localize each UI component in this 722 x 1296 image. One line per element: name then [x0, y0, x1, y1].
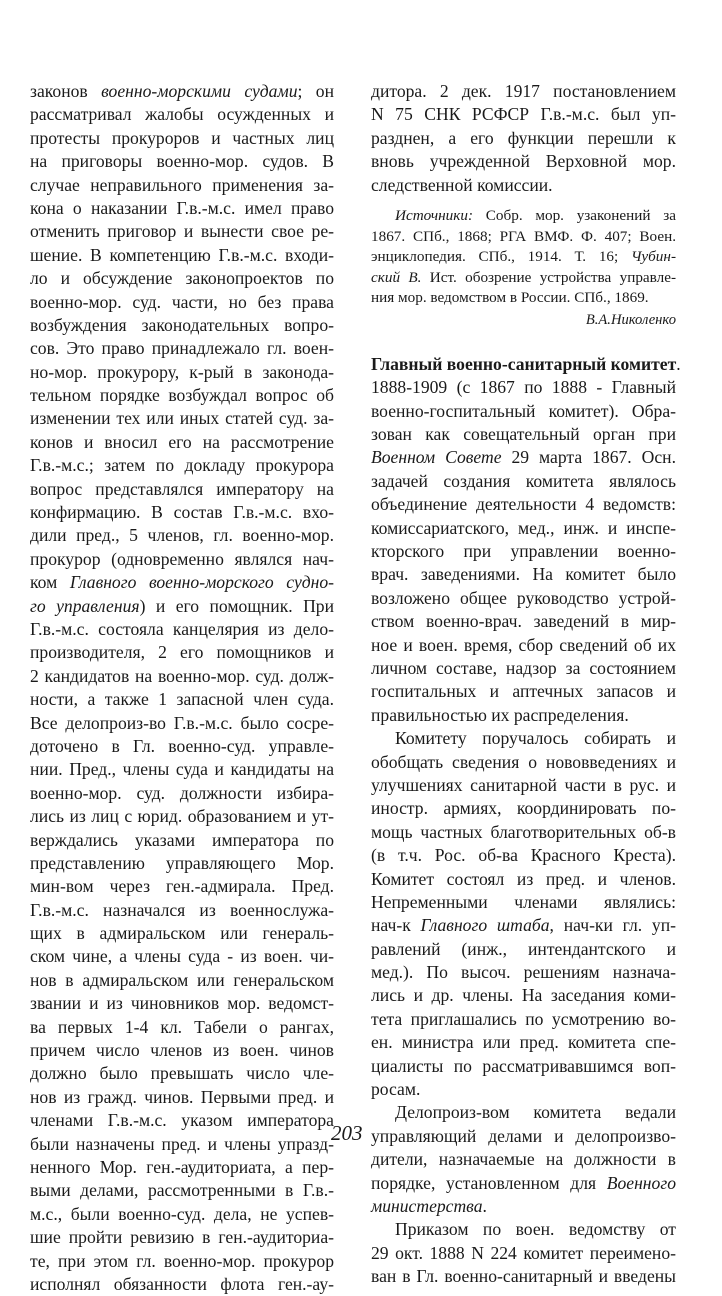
text-run: росам. [371, 1079, 421, 1100]
text-line [30, 969, 334, 992]
text-line [30, 805, 334, 828]
text-line [371, 563, 676, 586]
text-line [30, 337, 334, 360]
text-run: мощь частных благотворительных об-в [371, 821, 676, 842]
text-run: порядке, установленном для [371, 1172, 607, 1193]
text-line [30, 80, 334, 103]
text-run: ) и его помощник. При [139, 595, 334, 616]
text-line [371, 376, 676, 399]
text-line [371, 1101, 676, 1124]
italic-reference: ский В. [371, 268, 422, 286]
italic-reference: Источники: [395, 206, 474, 224]
text-run: тета приглашались по усмотрению во- [371, 1008, 676, 1029]
text-run: м.с., были военно-суд. дела, не успев- [30, 1203, 334, 1224]
text-line [30, 220, 334, 243]
text-line [371, 610, 676, 633]
text-line [371, 206, 676, 227]
text-run: военно-госпитальный комитет). Обра- [371, 400, 676, 421]
text-line [371, 1265, 676, 1288]
text-run: разднен, а его функции перешли к [371, 127, 676, 148]
text-line [30, 361, 334, 384]
left-column [30, 80, 334, 1296]
text-line [371, 821, 676, 844]
text-run: причем число членов из воен. чинов [30, 1040, 334, 1061]
text-run: щих в адмиральском или генераль- [30, 923, 334, 944]
text-run: ва первых 1-4 кл. Табели о рангах, [30, 1016, 334, 1037]
text-run: вопрос представлялся императору на [30, 478, 334, 499]
text-run: тельном порядке возбуждал вопрос об [30, 385, 334, 406]
text-run: ван в Гл. военно-санитарный и введены [371, 1266, 676, 1287]
text-run: должно было превышать число чле- [30, 1063, 334, 1084]
text-line [371, 400, 676, 423]
text-run: , нач-ки гл. уп- [549, 915, 676, 936]
text-run: мин-вом через ген.-адмирала. Пред. [30, 876, 334, 897]
text-run: отменить приговор и вынести свое ре- [30, 221, 334, 242]
text-run: ное и воен. время, сбор сведений об их [371, 634, 676, 655]
text-run: но-мор. прокурору, к-рый в законода- [30, 361, 334, 382]
text-line [30, 945, 334, 968]
spacer [371, 197, 676, 206]
italic-reference: Главного военно-морского судно- [69, 572, 334, 593]
text-run: ; он [297, 81, 334, 101]
text-run: 1888-1909 (с 1867 по 1888 - Главный [371, 377, 676, 398]
text-line [371, 446, 676, 469]
text-run: на приговоры военно-мор. судов. В [30, 151, 334, 172]
text-line [371, 1148, 676, 1171]
italic-reference: Военном Совете [371, 447, 502, 468]
italic-reference: Главного штаба [420, 915, 550, 936]
text-run: лись и др. члены. На заседания коми- [371, 985, 676, 1006]
text-line [371, 1125, 676, 1148]
text-run: задачей создания комитета являлось [371, 470, 676, 491]
text-line [30, 244, 334, 267]
text-line [30, 314, 334, 337]
text-line [30, 1086, 334, 1109]
author-signature: В.А.Николенко [585, 311, 676, 328]
text-line [30, 829, 334, 852]
text-run: следственной комиссии. [371, 174, 553, 195]
text-run: рассматривал жалобы осужденных и [30, 104, 334, 125]
text-run: врач. заведениями. На комитет было [371, 564, 676, 585]
text-line [30, 1226, 334, 1249]
text-line [371, 150, 676, 173]
text-line [371, 288, 676, 309]
text-run: военно-мор. суд. части, но без права [30, 291, 334, 312]
text-line [371, 247, 676, 268]
text-run: ненного Мор. ген.-аудиториата, а пер- [30, 1156, 334, 1177]
text-run: дитора. 2 дек. 1917 постановлением [371, 81, 676, 101]
text-line [30, 407, 334, 430]
text-run: (в т.ч. Рос. об-ва Красного Креста). [371, 845, 676, 866]
text-line [371, 844, 676, 867]
text-run: представлению управляющего Мор. [30, 852, 334, 873]
text-line [371, 1195, 676, 1218]
text-line [30, 524, 334, 547]
text-run: ком [30, 572, 70, 593]
text-run: законов [30, 81, 102, 101]
text-line [30, 1250, 334, 1273]
text-line [30, 1156, 334, 1179]
text-line [30, 875, 334, 898]
text-line [30, 688, 334, 711]
page-number: 203 [331, 1121, 363, 1145]
text-run: госпитальных и аптечных запасов и [371, 681, 676, 702]
text-run: . [676, 353, 681, 374]
text-run: производителя, 2 его помощников и [30, 642, 334, 663]
text-line [30, 431, 334, 454]
text-run: возбуждения законодательных вопро- [30, 314, 334, 335]
text-run: равлений (инж., интендантского и [371, 938, 676, 959]
text-run: энциклопедия. СПб., 1914. Т. 16; [371, 248, 631, 266]
text-line [30, 454, 334, 477]
text-line [371, 517, 676, 540]
text-line [371, 938, 676, 961]
text-line [30, 150, 334, 173]
text-run: лись из лиц с юрид. образованием и ут- [30, 806, 334, 827]
text-run: прокурор (одновременно являлся нач- [30, 548, 334, 569]
text-line [371, 1172, 676, 1195]
text-run: были назначены пред. и члены упразд- [30, 1133, 334, 1154]
text-line [30, 548, 334, 571]
text-line [371, 540, 676, 563]
text-run: нов в адмиральском или генеральском [30, 969, 334, 990]
text-line [30, 1203, 334, 1226]
text-line [30, 1039, 334, 1062]
text-run: кторского при управлении военно- [371, 541, 676, 562]
text-run: Г.в.-м.с. назначался из военнослужа- [30, 899, 334, 920]
text-line [30, 922, 334, 945]
text-run: доточено в Гл. военно-суд. управле- [30, 735, 334, 756]
text-line [30, 197, 334, 220]
text-line [371, 797, 676, 820]
right-column [371, 80, 681, 1289]
text-run: управляющий делами и делопроизво- [371, 1125, 676, 1146]
text-run: правильностью их распределения. [371, 704, 629, 725]
text-line [371, 1078, 676, 1101]
text-line [30, 1179, 334, 1202]
text-line [30, 103, 334, 126]
text-line [371, 727, 676, 750]
text-line [30, 735, 334, 758]
text-line [371, 1242, 676, 1265]
text-run: ности, а также 1 запасной член суда. [30, 689, 334, 710]
text-run: объединение деятельности 4 ведомств: [371, 494, 676, 515]
text-line [30, 595, 334, 618]
text-run: личном составе, надзор за состоянием [371, 658, 676, 678]
text-run: протесты прокуроров и частных лиц [30, 127, 334, 148]
text-run: . [482, 1195, 487, 1216]
text-run: 29 окт. 1888 N 224 комитет переимено- [371, 1242, 676, 1263]
text-run: ло и обсуждение законопроектов по [30, 268, 334, 289]
text-line [371, 751, 676, 774]
text-run: 2 кандидатов на военно-мор. суд. долж- [30, 665, 334, 686]
text-line [371, 984, 676, 1007]
text-run: те, при этом гл. военно-мор. прокурор [30, 1250, 334, 1271]
article-continuation [371, 80, 676, 197]
text-run: комиссариатского, мед., инж. и инспе- [371, 517, 676, 538]
text-line [30, 1062, 334, 1085]
article-glavnyi-voenno-sanitarnyi-komitet [371, 353, 681, 1289]
text-run: сов. Это право принадлежало гл. воен- [30, 338, 334, 359]
text-run: ния мор. ведомством в России. СПб., 1869. [371, 289, 649, 307]
text-line [371, 80, 676, 103]
text-run: Делопроиз-вом комитета ведали [395, 1102, 676, 1123]
text-run: дили пред., 5 членов, гл. военно-мор. [30, 525, 334, 546]
text-run: военно-мор. суд. должности избира- [30, 782, 334, 803]
text-line [30, 127, 334, 150]
italic-reference: Чубин- [630, 248, 676, 266]
text-line [371, 423, 676, 446]
text-line [30, 758, 334, 781]
italic-reference: военно-морскими судами [101, 81, 298, 101]
text-line [371, 634, 676, 657]
text-line [30, 712, 334, 735]
text-line [371, 268, 676, 289]
text-run: Г.в.-м.с. состояла канцелярия из дело- [30, 618, 334, 639]
text-run: шие пройти ревизию в ген.-аудиториа- [30, 1227, 334, 1248]
text-run: 1867. СПб., 1868; РГА ВМФ. Ф. 407; Воен. [371, 227, 676, 245]
text-line [371, 1008, 676, 1031]
text-line [371, 493, 676, 516]
text-line [30, 665, 334, 688]
text-line [371, 227, 676, 248]
italic-reference: министерства [371, 1195, 483, 1216]
text-line [371, 704, 676, 727]
text-line [371, 1055, 676, 1078]
text-run: нач-к [371, 915, 421, 936]
text-line [30, 571, 334, 594]
text-line [371, 1218, 676, 1241]
text-line [371, 353, 681, 376]
text-line [30, 384, 334, 407]
sources-block [371, 206, 676, 309]
text-run: шение. В компетенцию Г.в.-м.с. входи- [30, 244, 334, 265]
text-line [30, 1109, 334, 1132]
text-line [30, 478, 334, 501]
text-run: улучшениях санитарной части в рус. и [371, 774, 676, 795]
text-run: звании и из чиновников мор. ведомст- [30, 993, 334, 1014]
text-run: кона о наказании Г.в.-м.с. имел право [30, 197, 334, 218]
text-run: циалисты по рассматривавшимся воп- [371, 1055, 676, 1076]
text-run: нов из гражд. чинов. Первыми пред. и [30, 1086, 334, 1107]
text-line [371, 587, 676, 610]
text-run: конфирмацию. В состав Г.в.-м.с. вхо- [30, 502, 334, 523]
text-run: нии. Пред., члены суда и кандидаты на [30, 759, 334, 780]
text-line [371, 774, 676, 797]
text-line [30, 1273, 334, 1296]
text-run: ен. министра или пред. комитета спе- [371, 1032, 676, 1053]
article-title: Главный военно-санитарный комитет [371, 353, 677, 374]
text-run: зован как совещательный орган при [371, 424, 676, 445]
text-run: Ист. обозрение устройства управле- [421, 268, 677, 286]
text-run: Г.в.-м.с.; затем по докладу прокурора [30, 455, 334, 476]
spacer [371, 331, 676, 353]
text-line [30, 641, 334, 664]
text-run: случае неправильного применения за- [30, 174, 334, 195]
italic-reference: Военного [606, 1172, 676, 1193]
text-line [371, 868, 676, 891]
text-line [371, 680, 676, 703]
text-line [371, 961, 676, 984]
text-run: возложено общее руководство устрой- [371, 587, 676, 608]
text-line [30, 267, 334, 290]
italic-reference: го управления [30, 595, 140, 616]
text-run: Собр. мор. узаконений за [473, 206, 676, 224]
text-line [30, 782, 334, 805]
text-run: 29 марта 1867. Осн. [501, 447, 676, 468]
text-run: конов и вносил его на рассмотрение [30, 431, 334, 452]
text-run: мед.). По высоч. решениям назнача- [371, 962, 676, 983]
text-line [371, 103, 676, 126]
text-line [371, 127, 676, 150]
text-line [371, 174, 676, 197]
text-run: верждались указами императора по [30, 829, 334, 850]
text-line [371, 1031, 676, 1054]
text-run: членами Г.в.-м.с. указом императора [30, 1110, 334, 1131]
text-line [371, 470, 676, 493]
text-line [371, 891, 676, 914]
text-run: выми делами, рассмотренными в Г.в.- [30, 1180, 334, 1201]
text-line [30, 1016, 334, 1039]
text-line [30, 992, 334, 1015]
text-run: Непременными членами являлись: [371, 891, 676, 912]
text-run: вновь учрежденной Верховной мор. [371, 151, 676, 172]
text-run: исполнял обязанности флота ген.-ау- [30, 1273, 334, 1294]
text-run: иностр. армиях, координировать по- [371, 798, 676, 819]
text-run: Приказом по воен. ведомству от [395, 1219, 676, 1240]
text-line [371, 657, 676, 680]
text-line [30, 852, 334, 875]
text-line [30, 1133, 334, 1156]
text-run: дители, назначаемые на должности в [371, 1149, 676, 1170]
text-line [30, 291, 334, 314]
text-line [30, 174, 334, 197]
text-run: N 75 СНК РСФСР Г.в.-м.с. был уп- [371, 104, 676, 125]
text-line [30, 501, 334, 524]
text-run: обобщать сведения о нововведениях и [371, 751, 676, 772]
text-run: Комитет состоял из пред. и членов. [371, 868, 676, 889]
text-run: Комитету поручалось собирать и [395, 728, 676, 749]
text-run: изменении тех или иных статей суд. за- [30, 408, 334, 429]
text-line [371, 914, 676, 937]
text-line [30, 899, 334, 922]
text-run: ском чине, а члены суда - из воен. чи- [30, 946, 334, 967]
text-line [30, 618, 334, 641]
text-run: ством военно-врач. заведений в мир- [371, 611, 676, 632]
text-run: Все делопроиз-во Г.в.-м.с. было сосре- [30, 712, 334, 733]
